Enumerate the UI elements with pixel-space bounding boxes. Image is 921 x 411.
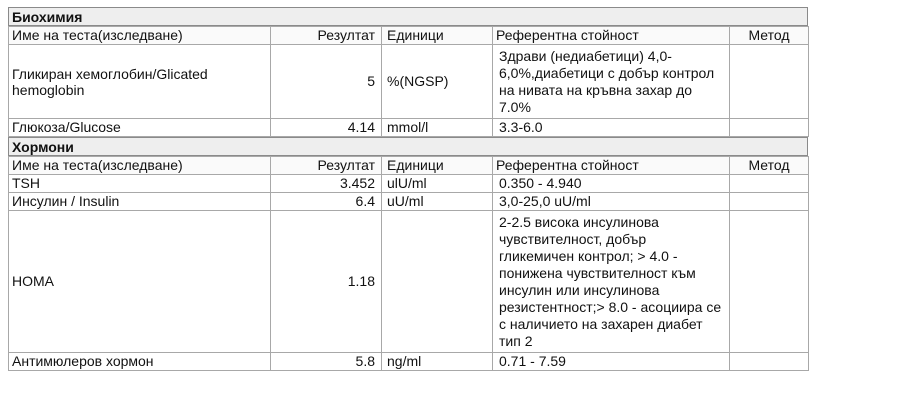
header-reference: Референтна стойност [493, 157, 730, 175]
lab-results-sheet [8, 7, 808, 371]
test-result: 5 [271, 45, 382, 119]
table-header-row [9, 27, 809, 45]
test-units: mmol/l [382, 119, 493, 137]
table-row [9, 175, 809, 193]
test-result: 6.4 [271, 193, 382, 211]
test-name: Гликиран хемоглобин/Glicated hemoglobin [9, 45, 271, 119]
header-units: Единици [382, 27, 493, 45]
test-method [730, 211, 809, 353]
test-method [730, 193, 809, 211]
table-header-row [9, 157, 809, 175]
hormones-table [8, 156, 809, 371]
header-test-name: Име на теста(изследване) [9, 27, 271, 45]
header-reference: Референтна стойност [493, 27, 730, 45]
test-name: Антимюлеров хормон [9, 353, 271, 371]
table-row [9, 193, 809, 211]
test-units: %(NGSP) [382, 45, 493, 119]
header-method: Метод [730, 27, 809, 45]
header-units: Единици [382, 157, 493, 175]
test-name: HOMA [9, 211, 271, 353]
test-method [730, 175, 809, 193]
header-method: Метод [730, 157, 809, 175]
test-result: 1.18 [271, 211, 382, 353]
test-result: 4.14 [271, 119, 382, 137]
test-reference: 2-2.5 висока инсулинова чувствителност, добър гликемичен контрол; > 4.0 - понижена чувствителност към инсулин или инсулинова резистентност;> 8.0 - асоциира се с наличието на захарен диабет тип 2 [493, 211, 730, 353]
test-units: ulU/ml [382, 175, 493, 193]
test-reference: 0.71 - 7.59 [493, 353, 730, 371]
table-row [9, 353, 809, 371]
test-reference: Здрави (недиабетици) 4,0-6,0%,диабетици с добър контрол на нивата на кръвна захар до 7.0% [493, 45, 730, 119]
table-row [9, 119, 809, 137]
test-name: Глюкоза/Glucose [9, 119, 271, 137]
test-units: uU/ml [382, 193, 493, 211]
test-units [382, 211, 493, 353]
section-title-biochemistry: Биохимия [8, 7, 808, 26]
header-result: Резултат [271, 157, 382, 175]
test-name: TSH [9, 175, 271, 193]
test-method [730, 119, 809, 137]
test-method [730, 353, 809, 371]
table-row [9, 45, 809, 119]
biochemistry-table [8, 26, 809, 137]
test-reference: 3.3-6.0 [493, 119, 730, 137]
test-units: ng/ml [382, 353, 493, 371]
section-title-hormones: Хормони [8, 137, 808, 156]
header-test-name: Име на теста(изследване) [9, 157, 271, 175]
test-result: 5.8 [271, 353, 382, 371]
test-method [730, 45, 809, 119]
test-result: 3.452 [271, 175, 382, 193]
table-row [9, 211, 809, 353]
test-reference: 0.350 - 4.940 [493, 175, 730, 193]
test-reference: 3,0-25,0 uU/ml [493, 193, 730, 211]
header-result: Резултат [271, 27, 382, 45]
test-name: Инсулин / Insulin [9, 193, 271, 211]
